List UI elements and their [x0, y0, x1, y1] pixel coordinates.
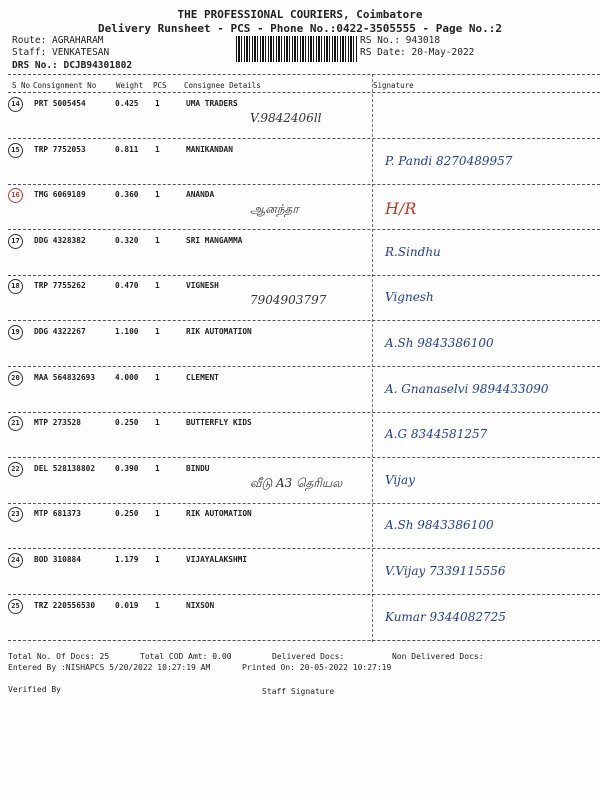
serial-number: 21 [8, 416, 23, 431]
divider [8, 640, 600, 641]
consignment-number: PRT 5005454 [34, 99, 86, 108]
rs-date: RS Date: 20-May-2022 [360, 47, 475, 58]
col-header-weight: Weight [116, 81, 144, 90]
serial-number: 17 [8, 234, 23, 249]
pieces: 1 [155, 327, 160, 336]
consignment-number: MTP 681373 [34, 509, 81, 518]
col-header-signature: Signature [373, 81, 414, 90]
consignee-name: BUTTERFLY KIDS [186, 418, 252, 427]
pieces: 1 [155, 99, 160, 108]
consignment-number: MTP 273528 [34, 418, 81, 427]
weight: 1.100 [115, 327, 139, 336]
consignee-name: NIXSON [186, 601, 215, 610]
consignment-number: TRP 7755262 [34, 281, 86, 290]
pieces: 1 [155, 555, 160, 564]
divider [8, 92, 600, 93]
company-title: THE PROFESSIONAL COURIERS, Coimbatore [177, 8, 423, 21]
handwritten-note: 7904903797 [250, 293, 327, 307]
row-divider [8, 275, 600, 276]
consignee-name: RIK AUTOMATION [186, 327, 252, 336]
consignment-number: TRP 7752053 [34, 145, 86, 154]
weight: 4.000 [115, 373, 139, 382]
weight: 0.360 [115, 190, 139, 199]
row-divider [8, 229, 600, 230]
pieces: 1 [155, 373, 160, 382]
row-divider [8, 594, 600, 595]
row-divider [8, 503, 600, 504]
serial-number: 19 [8, 325, 23, 340]
consignee-name: VIGNESH [186, 281, 219, 290]
weight: 0.470 [115, 281, 139, 290]
pieces: 1 [155, 190, 160, 199]
consignee-name: MANIKANDAN [186, 145, 233, 154]
pieces: 1 [155, 281, 160, 290]
total-docs: Total No. Of Docs: 25 [8, 652, 110, 661]
delivered-docs: Delivered Docs: [272, 652, 345, 661]
consignment-number: DEL 528138802 [34, 464, 96, 473]
consignee-name: SRI MANGAMMA [186, 236, 243, 245]
weight: 0.019 [115, 601, 139, 610]
pieces: 1 [155, 601, 160, 610]
consignee-name: RIK AUTOMATION [186, 509, 252, 518]
serial-number: 14 [8, 97, 23, 112]
serial-number: 18 [8, 279, 23, 294]
signature: A.G 8344581257 [385, 427, 488, 441]
row-divider [8, 412, 600, 413]
rs-number: RS No.: 943018 [360, 35, 441, 46]
pieces: 1 [155, 236, 160, 245]
row-divider [8, 138, 600, 139]
staff-label: Staff: VENKATESAN [12, 47, 110, 58]
serial-number: 24 [8, 553, 23, 568]
entered-by: Entered By :NISHAPCS 5/20/2022 10:27:19 AM [8, 663, 211, 672]
runsheet-subtitle: Delivery Runsheet - PCS - Phone No.:0422-3505555 - Page No.:2 [98, 22, 502, 35]
row-divider [8, 457, 600, 458]
staff-signature: Staff Signature [262, 687, 335, 696]
weight: 0.390 [115, 464, 139, 473]
serial-number: 15 [8, 143, 23, 158]
serial-number: 25 [8, 599, 23, 614]
divider [8, 74, 600, 75]
pieces: 1 [155, 464, 160, 473]
pieces: 1 [155, 418, 160, 427]
signature: P. Pandi 8270489957 [385, 154, 513, 168]
col-header-consignee: Consignee Details [184, 81, 261, 90]
consignee-name: UMA TRADERS [186, 99, 238, 108]
consignment-number: BOD 310884 [34, 555, 81, 564]
signature: Kumar 9344082725 [385, 610, 506, 624]
pieces: 1 [155, 509, 160, 518]
serial-number: 20 [8, 371, 23, 386]
row-divider [8, 320, 600, 321]
handwritten-note: வீடு A3 தெரியல [250, 476, 343, 490]
consignment-number: MAA 564832693 [34, 373, 96, 382]
route-label: Route: AGRAHARAM [12, 35, 104, 46]
drs-number: DRS No.: DCJB94301802 [12, 60, 133, 71]
verified-by: Verified By [8, 685, 61, 694]
weight: 1.179 [115, 555, 139, 564]
serial-number: 23 [8, 507, 23, 522]
weight: 0.811 [115, 145, 139, 154]
non-delivered-docs: Non Delivered Docs: [392, 652, 484, 661]
handwritten-note: V.9842406ll [250, 111, 322, 125]
weight: 0.425 [115, 99, 139, 108]
consignee-name: BINDU [186, 464, 210, 473]
weight: 0.250 [115, 418, 139, 427]
consignee-name: CLEMENT [186, 373, 219, 382]
signature: V.Vijay 7339115556 [385, 564, 506, 578]
consignee-name: ANANDA [186, 190, 215, 199]
col-header-pcs: PCS [153, 81, 167, 90]
weight: 0.250 [115, 509, 139, 518]
total-cod: Total COD Amt: 0.00 [140, 652, 232, 661]
signature: Vignesh [385, 290, 434, 304]
row-divider [8, 184, 600, 185]
weight: 0.320 [115, 236, 139, 245]
signature-column-divider [372, 74, 373, 642]
col-header-sno: S No [12, 81, 31, 90]
signature: A.Sh 9843386100 [385, 518, 494, 532]
serial-number: 16 [8, 188, 23, 203]
signature: Vijay [385, 473, 415, 487]
signature: R.Sindhu [385, 245, 441, 259]
serial-number: 22 [8, 462, 23, 477]
signature: A. Gnanaselvi 9894433090 [385, 382, 549, 396]
pieces: 1 [155, 145, 160, 154]
printed-on: Printed On: 20-05-2022 10:27:19 [242, 663, 392, 672]
consignee-name: VIJAYALAKSHMI [186, 555, 248, 564]
signature: A.Sh 9843386100 [385, 336, 494, 350]
signature: H/R [385, 199, 417, 218]
consignment-number: DDG 4328382 [34, 236, 86, 245]
row-divider [8, 548, 600, 549]
barcode [236, 36, 358, 62]
handwritten-note: ஆனந்தா [250, 202, 299, 216]
col-header-consignment: Consignment No [33, 81, 97, 90]
consignment-number: TMG 6069189 [34, 190, 86, 199]
consignment-number: DDG 4322267 [34, 327, 86, 336]
consignment-number: TRZ 220556530 [34, 601, 96, 610]
row-divider [8, 366, 600, 367]
